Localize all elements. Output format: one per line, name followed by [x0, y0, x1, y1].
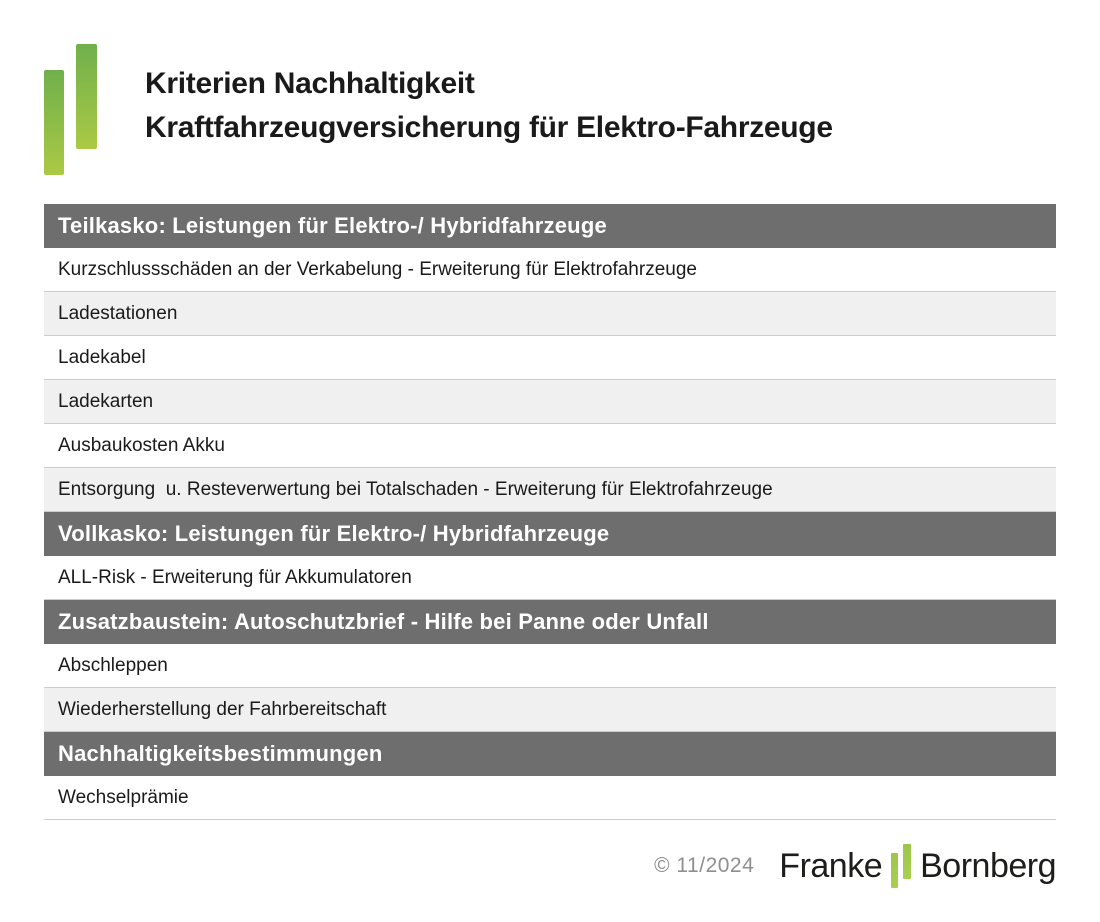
page-title [145, 62, 833, 150]
page-title-line2: Kraftfahrzeugversicherung für Elektro-Fahrzeuge [145, 111, 833, 144]
criterion-row: Ladekarten [44, 380, 1056, 424]
criterion-row: Kurzschlussschäden an der Verkabelung - Erweiterung für Elektrofahrzeuge [44, 248, 1056, 292]
brand-bar-right-icon [903, 844, 911, 879]
page-title-line1: Kriterien Nachhaltigkeit [145, 67, 475, 100]
criterion-row: Wiederherstellung der Fahrbereitschaft [44, 688, 1056, 732]
criterion-row: ALL-Risk - Erweiterung für Akkumulatoren [44, 556, 1056, 600]
logo-bar-left-icon [44, 70, 64, 175]
criterion-row: Wechselprämie [44, 776, 1056, 820]
brand-name-bornberg: Bornberg [920, 846, 1056, 885]
copyright-date: © 11/2024 [654, 854, 755, 877]
criterion-row: Entsorgung u. Resteverwertung bei Totalschaden - Erweiterung für Elektrofahrzeuge [44, 468, 1056, 512]
franke-bornberg-logo-small-icon [891, 844, 911, 888]
criterion-row: Ausbaukosten Akku [44, 424, 1056, 468]
criterion-row: Abschleppen [44, 644, 1056, 688]
criteria-table [44, 204, 1056, 820]
brand-name-franke: Franke [779, 846, 883, 885]
footer [654, 841, 1056, 891]
section-header-row: Vollkasko: Leistungen für Elektro-/ Hybridfahrzeuge [44, 512, 1056, 556]
brand-bar-left-icon [891, 853, 898, 888]
section-header-row: Nachhaltigkeitsbestimmungen [44, 732, 1056, 776]
section-header-row: Teilkasko: Leistungen für Elektro-/ Hybridfahrzeuge [44, 204, 1056, 248]
criterion-row: Ladekabel [44, 336, 1056, 380]
criterion-row: Ladestationen [44, 292, 1056, 336]
franke-bornberg-wordmark [779, 844, 1056, 888]
logo-bar-right-icon [76, 44, 97, 149]
section-header-row: Zusatzbaustein: Autoschutzbrief - Hilfe bei Panne oder Unfall [44, 600, 1056, 644]
